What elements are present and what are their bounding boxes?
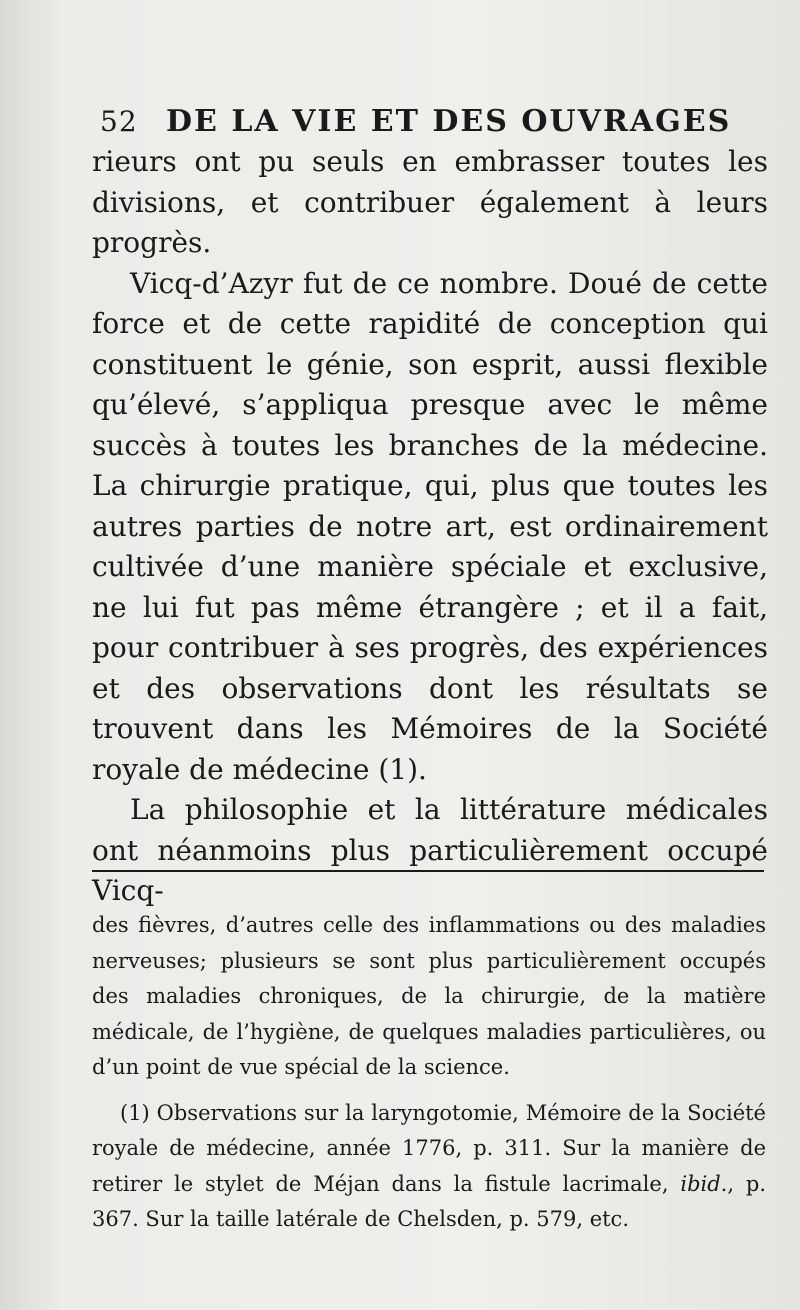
footnotes <box>92 908 766 1238</box>
page-header <box>100 104 732 139</box>
paragraph-vicq-dazyr: Vicq-d’Azyr fut de ce nombre. Doué de cette force et de cette rapidité de conception qui constituent le génie, son esprit, aussi flexible qu’élevé, s’appliqua presque avec le même succès à toutes les branches de la médecine. La chirurgie pratique, qui, plus que toutes les autres parties de notre art, est ordinairement cultivée d’une manière spéciale et exclusive, ne lui fut pas même étrangère ; et il a fait, pour contribuer à ses progrès, des expériences et des observations dont les résultats se trouvent dans les Mémoires de la Société royale de médecine (1). <box>92 266 768 786</box>
main-text <box>92 142 768 912</box>
paragraph-continuation: rieurs ont pu seuls en embrasser toutes les divisions, et contribuer également à leurs progrès. <box>92 145 768 259</box>
page-number: 52 <box>100 105 138 138</box>
footnote-1-text: (1) Observations sur la laryngotomie, Mémoire de la Société royale de médecine, année 1776, p. 311. Sur la manière de retirer le stylet de Méjan dans la fistule lacrimale, <box>92 1100 766 1196</box>
footnote-separator <box>92 870 764 872</box>
footnote-1 <box>92 1096 766 1238</box>
running-title: DE LA VIE ET DES OUVRAGES <box>166 104 732 139</box>
paragraph-philosophie: La philosophie et la littérature médicales ont néanmoins plus particulièrement occupé Vicq- <box>92 793 768 907</box>
footnote-continuation: des fièvres, d’autres celle des inflammations ou des maladies nerveuses; plusieurs se sont plus particulièrement occupés des maladies chroniques, de la chirurgie, de la matière médicale, de l’hygiène, de quelques maladies particulières, ou d’un point de vue spécial de la science. <box>92 913 766 1079</box>
footnote-1-ibid: ibid. <box>680 1171 728 1196</box>
footnote-1-text-end: , p. 367. Sur la taille latérale de Chelsden, p. 579, etc. <box>92 1171 767 1231</box>
